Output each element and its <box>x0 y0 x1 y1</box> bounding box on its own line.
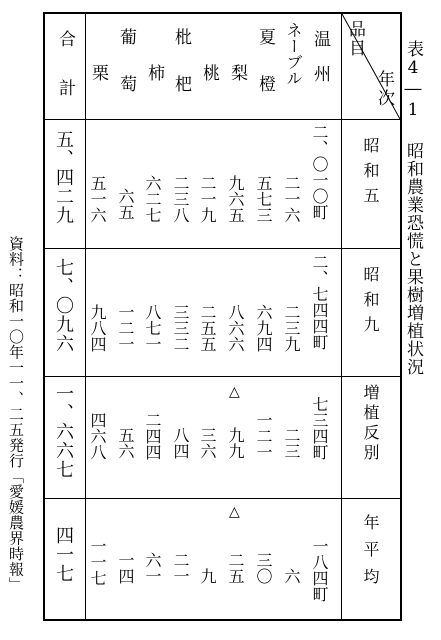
cell-average-onshu: 一八四町 <box>310 538 329 602</box>
cell-showa9-natsudai: 六九四 <box>254 304 273 352</box>
header-total: 合計 <box>55 30 75 128</box>
cell-showa9-budou: 一二一 <box>116 304 135 352</box>
corner-item-label: 品目 <box>345 20 365 58</box>
cell-showa5-momo: 二一九 <box>198 175 217 223</box>
table-border-bottom <box>43 619 402 621</box>
header-kuri: 栗 <box>88 64 108 81</box>
row-label-showa9: 昭和九 <box>361 266 380 341</box>
cell-showa5-biwa: 二三八 <box>171 175 190 223</box>
row-divider-2 <box>43 376 402 377</box>
triangle-mark-increase-nashi: △ <box>229 384 240 400</box>
cell-showa9-navel: 二三九 <box>282 304 301 352</box>
cell-increase-nashi: 九九 <box>226 427 245 459</box>
cell-increase-biwa: 八四 <box>171 427 190 459</box>
source-note: 資料：昭和一〇年一一、二五発行「愛媛農界時報」 <box>7 236 25 593</box>
cell-average-momo: 九 <box>198 568 217 584</box>
header-biwa: 枇杷 <box>171 28 191 122</box>
cell-showa9-momo: 二五五 <box>198 304 217 352</box>
cell-average-natsudai: 三〇 <box>254 552 273 584</box>
cell-showa5-nashi: 九六五 <box>226 175 245 223</box>
cell-average-biwa: 二一 <box>171 552 190 584</box>
row-divider-1 <box>43 248 402 249</box>
cell-showa5-navel: 二一六 <box>282 175 301 223</box>
cell-showa5-onshu: 二、〇一〇町 <box>310 124 329 220</box>
cell-average-kuri: 一一七 <box>88 538 107 586</box>
row-label-showa5: 昭和五 <box>361 137 380 212</box>
header-momo: 桃 <box>199 64 219 81</box>
cell-increase-total: 一、六六七 <box>53 384 74 479</box>
total-column-divider <box>85 12 86 621</box>
row-label-increase: 増植反別 <box>361 384 380 464</box>
cell-average-nashi: 二五 <box>226 552 245 584</box>
table-border-left <box>43 12 45 621</box>
cell-increase-kuri: 四六八 <box>88 412 107 460</box>
cell-increase-natsudai: 一二一 <box>254 412 273 460</box>
header-nashi: 梨 <box>227 64 247 81</box>
cell-showa9-kuri: 九八四 <box>88 304 107 352</box>
cell-average-total: 四一七 <box>53 526 74 583</box>
cell-showa9-onshu: 二、七四四町 <box>310 254 329 350</box>
cell-increase-navel: 二三 <box>282 427 301 459</box>
header-kaki: 柿 <box>144 64 164 81</box>
cell-showa5-budou: 六五 <box>116 188 135 220</box>
cell-showa9-total: 七、〇九六 <box>53 258 74 353</box>
cell-showa5-kaki: 六二七 <box>143 175 162 223</box>
cell-showa5-total: 五、四二九 <box>53 130 74 225</box>
cell-increase-momo: 三六 <box>198 427 217 459</box>
cell-showa5-kuri: 五一六 <box>88 175 107 223</box>
row-divider-3 <box>43 498 402 499</box>
cell-showa9-nashi: 八六六 <box>226 304 245 352</box>
table-title: 表4―1 昭和農業恐慌と果樹増植状況 <box>403 40 423 376</box>
corner-year-label: 年次 <box>374 70 394 108</box>
header-row-divider <box>43 119 402 120</box>
triangle-mark-average-nashi: △ <box>229 504 240 520</box>
cell-average-kaki: 六一 <box>143 552 162 584</box>
cell-showa9-kaki: 八七一 <box>143 304 162 352</box>
row-label-annual-average: 年平均 <box>361 514 380 595</box>
header-natsudai: 夏橙 <box>255 28 275 122</box>
table-border-right <box>400 12 402 621</box>
header-budou: 葡萄 <box>116 28 136 122</box>
cell-average-budou: 一四 <box>116 552 135 584</box>
cell-showa9-biwa: 三三二 <box>171 304 190 352</box>
cell-increase-budou: 五六 <box>116 427 135 459</box>
cell-showa5-natsudai: 五七三 <box>254 175 273 223</box>
cell-increase-onshu: 七三四町 <box>310 396 329 460</box>
cell-increase-kaki: 二四四 <box>143 412 162 460</box>
cell-average-navel: 六 <box>282 568 301 584</box>
header-onshu: 温州 <box>310 30 330 100</box>
header-navel: ネーブル <box>284 22 303 86</box>
